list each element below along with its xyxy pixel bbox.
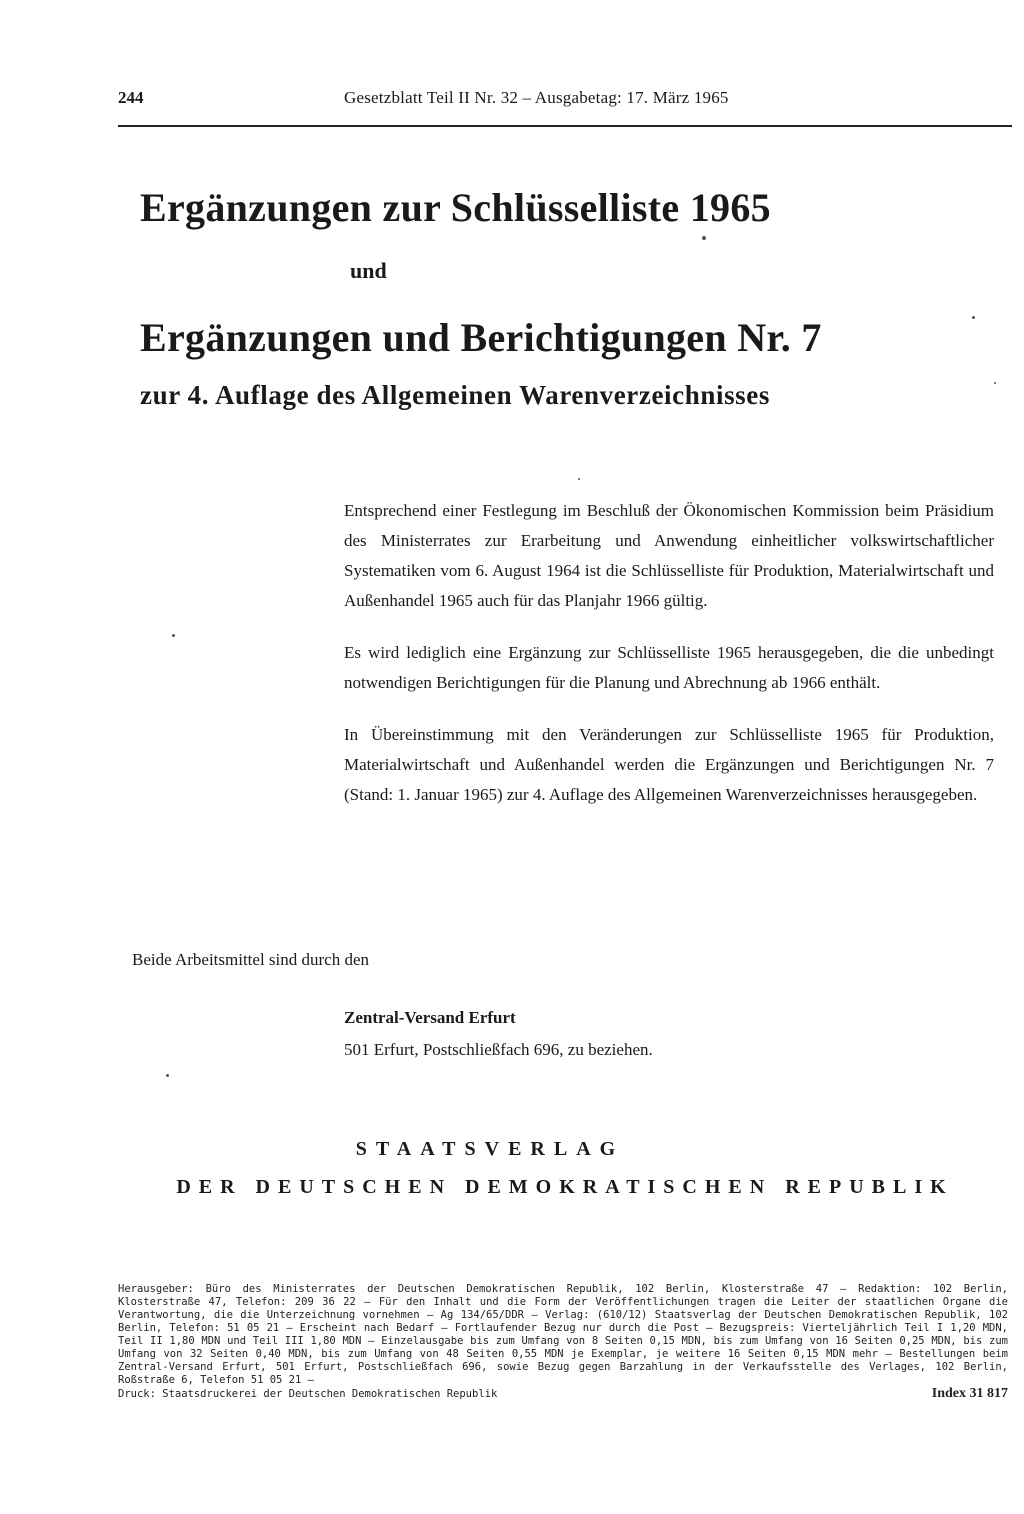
subtitle: zur 4. Auflage des Allgemeinen Warenverzeichnisses <box>140 380 770 410</box>
publisher-country: DER DEUTSCHEN DEMOKRATISCHEN REPUBLIK <box>176 1176 954 1198</box>
vendor-name: Zentral-Versand Erfurt <box>344 1008 516 1027</box>
title-connector: und <box>350 258 387 283</box>
print-line: Druck: Staatsdruckerei der Deutschen Demokratischen Republik <box>118 1388 498 1400</box>
index-number: Index 31 817 <box>931 1386 1008 1401</box>
main-title: Ergänzungen zur Schlüsselliste 1965 <box>140 185 771 230</box>
paragraph-1: Entsprechend einer Festlegung im Beschluß der Ökonomischen Kommission beim Präsidium des Ministerrates zur Erarbeitung und Anwendung einheitlicher volkswirtschaftlicher Systematiken vom 6. August 1964 ist die Schlüsselliste für Produktion, Materialwirtschaft und Außenhandel 1965 auch für das Planjahr 1966 gültig. <box>344 501 994 610</box>
paragraph-2: Es wird lediglich eine Ergänzung zur Schlüsselliste 1965 herausgegeben, die die unbedingt notwendigen Berichtigungen für die Planung und Abrechnung ab 1966 enthält. <box>344 643 994 692</box>
header-rule <box>118 125 1012 127</box>
imprint-last-line <box>118 1387 1008 1401</box>
scan-speck <box>166 1074 169 1077</box>
running-title: Gesetzblatt Teil II Nr. 32 – Ausgabetag: 17. März 1965 <box>344 88 729 107</box>
imprint-text: Herausgeber: Büro des Ministerrates der Deutschen Demokratischen Republik, 102 Berlin, Klosterstraße 47 – Redaktion: 102 Berlin, Klosterstraße 47, Telefon: 209 36 22 – Für den Inhalt und die Form der Veröffentlichungen tragen die Leiter der staatlichen Organe die Verantwortung, die die Unterzeichnung vornehmen – Ag 134/65/DDR – Verlag: (610/12) Staatsverlag der Deutschen Demokratischen Republik, 102 Berlin, Telefon: 51 05 21 – Erscheint nach Bedarf – Fortlaufender Bezug nur durch die Post – Bezugspreis: Vierteljährlich Teil I 1,20 MDN, Teil II 1,80 MDN und Teil III 1,80 MDN – Einzelausgabe bis zum Umfang von 8 Seiten 0,15 MDN, bis zum Umfang von 16 Seiten 0,25 MDN, bis zum Umfang von 32 Seiten 0,40 MDN, bis zum Umfang von 48 Seiten 0,55 MDN je Exemplar, je weitere 16 Seiten 0,15 MDN mehr – Bestellungen beim Zentral-Versand Erfurt, 501 Erfurt, Postschließfach 696, sowie Bezug gegen Barzahlung in der Verkaufsstelle des Verlages, 102 Berlin, Roßstraße 6, Telefon 51 05 21 – <box>118 1283 1008 1386</box>
page-header <box>118 86 1012 120</box>
vendor-address: 501 Erfurt, Postschließfach 696, zu beziehen. <box>344 1040 653 1059</box>
scan-speck <box>702 236 706 240</box>
paragraph-3: In Übereinstimmung mit den Veränderungen zur Schlüsselliste 1965 für Produktion, Materialwirtschaft und Außenhandel werden die Ergänzungen und Berichtigungen Nr. 7 (Stand: 1. Januar 1965) zur 4. Auflage des Allgemeinen Warenverzeichnisses herausgegeben. <box>344 725 994 804</box>
body-text <box>344 496 994 832</box>
scan-speck <box>172 634 175 637</box>
availability-intro: Beide Arbeitsmittel sind durch den <box>132 950 370 969</box>
page-number: 244 <box>118 88 144 107</box>
scan-speck <box>972 316 975 319</box>
scan-speck <box>994 382 996 384</box>
scan-speck <box>578 478 580 480</box>
second-title: Ergänzungen und Berichtigungen Nr. 7 <box>140 315 822 360</box>
publisher-name: STAATSVERLAG <box>355 1138 625 1160</box>
imprint <box>118 1283 1008 1401</box>
